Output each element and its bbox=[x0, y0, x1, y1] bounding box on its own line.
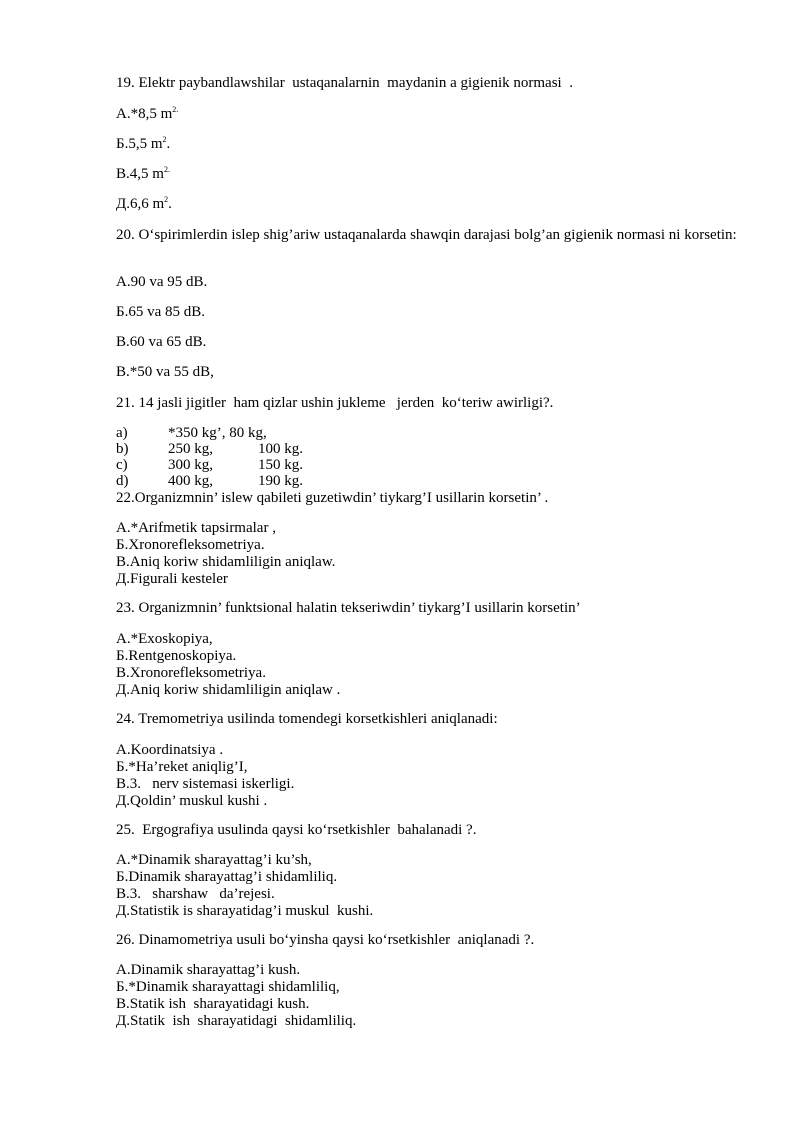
answer-option: Б.Rentgenoskopiya. bbox=[116, 648, 237, 664]
answer-option: B.Statik ish sharayatidagi kush. bbox=[116, 996, 310, 1012]
answer-marker: a) bbox=[116, 425, 128, 441]
answer-option: B.3. sharshaw da’rejesi. bbox=[116, 886, 275, 902]
answer-option: Д.Statik ish sharayatidagi shidamliliq. bbox=[116, 1013, 357, 1029]
answer-marker: c) bbox=[116, 457, 128, 473]
answer-option: Б.5,5 $m^2$. bbox=[116, 135, 171, 152]
answer-value: 100 kg. bbox=[258, 441, 303, 457]
question-24: 24. Tremometriya usilinda tomendegi korsetkishleri aniqlanadi: bbox=[116, 711, 498, 727]
answer-value: 150 kg. bbox=[258, 457, 303, 473]
answer-option: B.Xronorefleksometriya. bbox=[116, 665, 266, 681]
answer-option: A.90 va 95 dB. bbox=[116, 274, 208, 290]
answer-option: Д.Qoldin’ muskul kushi . bbox=[116, 793, 268, 809]
answer-option: Б.Dinamik sharayattag’i shidamliliq. bbox=[116, 869, 338, 885]
answer-option: Б.Xronorefleksometriya. bbox=[116, 537, 265, 553]
answer-option: Б.*Ha’reket aniqlig’I, bbox=[116, 759, 248, 775]
answer-value: 190 kg. bbox=[258, 473, 303, 489]
answer-option: Д.Figurali kesteler bbox=[116, 571, 228, 587]
answer-option: B.4,5 $m^{2.}$ bbox=[116, 165, 170, 182]
answer-option: A.*8,5 $m^{2.}$ bbox=[116, 105, 179, 122]
answer-option: A.*Arifmetik tapsirmalar , bbox=[116, 520, 276, 536]
answer-option: B.Aniq koriw shidamliligin aniqlaw. bbox=[116, 554, 336, 570]
answer-value: 300 kg, bbox=[168, 457, 213, 473]
answer-option: A.*Exoskopiya, bbox=[116, 631, 213, 647]
question-23: 23. Organizmnin’ funktsional halatin tekseriwdin’ tiykarg’I usillarin korsetin’ bbox=[116, 600, 581, 616]
question-21: 21. 14 jasli jigitler ham qizlar ushin jukleme jerden ko‘teriw awirligi?. bbox=[116, 395, 554, 411]
question-25: 25. Ergografiya usulinda qaysi ko‘rsetkishler bahalanadi ?. bbox=[116, 822, 477, 838]
answer-option: B.60 va 65 dB. bbox=[116, 334, 207, 350]
answer-marker: d) bbox=[116, 473, 129, 489]
answer-value: 250 kg, bbox=[168, 441, 213, 457]
answer-option: B.*50 va 55 dB, bbox=[116, 364, 214, 380]
answer-option: A.Dinamik sharayattag’i kush. bbox=[116, 962, 301, 978]
answer-option: A.*Dinamik sharayattag’i ku’sh, bbox=[116, 852, 312, 868]
answer-option: A.Koordinatsiya . bbox=[116, 742, 224, 758]
question-19: 19. Elektr paybandlawshilar ustaqanalarnin maydanin a gigienik normasi . bbox=[116, 75, 573, 91]
answer-value: 400 kg, bbox=[168, 473, 213, 489]
question-26: 26. Dinamometriya usuli bo‘yinsha qaysi ko‘rsetkishler aniqlanadi ?. bbox=[116, 932, 535, 948]
answer-option: B.3. nerv sistemasi iskerligi. bbox=[116, 776, 295, 792]
answer-option: Б.65 va 85 dB. bbox=[116, 304, 206, 320]
answer-option: Д.Statistik is sharayatidag’i muskul kushi. bbox=[116, 903, 374, 919]
answer-option: Б.*Dinamik sharayattagi shidamliliq, bbox=[116, 979, 340, 995]
answer-option: Д.6,6 $m^2$. bbox=[116, 195, 172, 212]
answer-option: Д.Aniq koriw shidamliligin aniqlaw . bbox=[116, 682, 341, 698]
question-20: 20. O‘spirimlerdin islep shig’ariw ustaqanalarda shawqin darajasi bolg’an gigienik normasi ni korsetin: bbox=[116, 227, 737, 243]
question-22: 22.Organizmnin’ islew qabileti guzetiwdin’ tiykarg’I usillarin korsetin’ . bbox=[116, 490, 549, 506]
answer-marker: b) bbox=[116, 441, 129, 457]
answer-value: *350 kg’, 80 kg, bbox=[168, 425, 267, 441]
